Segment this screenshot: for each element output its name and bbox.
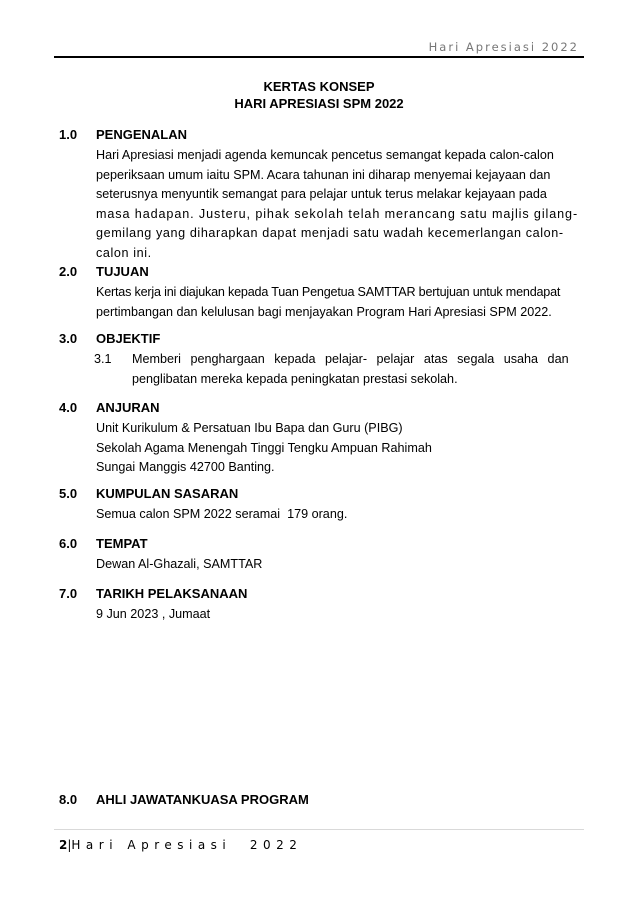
objective-number: 3.1 bbox=[94, 352, 112, 366]
section-number: 7.0 bbox=[59, 586, 78, 601]
doc-title: KERTAS KONSEP bbox=[263, 79, 375, 94]
section-body bbox=[96, 419, 586, 478]
page-footer bbox=[59, 838, 302, 852]
body-line: Kertas kerja ini diajukan kepada Tuan Pengetua SAMTTAR bertujuan untuk mendapat bbox=[96, 285, 561, 299]
section-number: 8.0 bbox=[59, 792, 78, 807]
section-heading: AHLI JAWATANKUASA PROGRAM bbox=[96, 792, 309, 807]
section-heading: TEMPAT bbox=[96, 536, 148, 551]
section-body bbox=[96, 283, 586, 322]
header-rule bbox=[54, 56, 584, 58]
section-heading: ANJURAN bbox=[96, 400, 160, 415]
section-number: 6.0 bbox=[59, 536, 78, 551]
footer-rule bbox=[54, 829, 584, 830]
section-body bbox=[96, 605, 586, 625]
section-heading: TARIKH PELAKSANAAN bbox=[96, 586, 248, 601]
body-line: peperiksaan umum iaitu SPM. Acara tahunan ini diharap menyemai kejayaan dan bbox=[96, 167, 551, 182]
body-line: penglibatan mereka kepada peningkatan prestasi sekolah. bbox=[132, 371, 458, 386]
section-number: 2.0 bbox=[59, 264, 78, 279]
section-number: 5.0 bbox=[59, 486, 78, 501]
body-line: Semua calon SPM 2022 seramai 179 orang. bbox=[96, 507, 348, 521]
footer-separator: | bbox=[67, 838, 72, 852]
body-line: calon ini. bbox=[96, 245, 152, 260]
page-number: 2 bbox=[59, 838, 68, 852]
body-line: Hari Apresiasi menjadi agenda kemuncak pencetus semangat kepada calon-calon bbox=[96, 148, 554, 162]
body-line: Sekolah Agama Menengah Tinggi Tengku Ampuan Rahimah bbox=[96, 440, 432, 455]
section-number: 4.0 bbox=[59, 400, 78, 415]
body-line: Unit Kurikulum & Persatuan Ibu Bapa dan Guru (PIBG) bbox=[96, 421, 403, 435]
body-line: Dewan Al-Ghazali, SAMTTAR bbox=[96, 557, 263, 571]
section-heading: KUMPULAN SASARAN bbox=[96, 486, 239, 501]
body-line: 9 Jun 2023 , Jumaat bbox=[96, 607, 211, 621]
body-line: seterusnya menyuntik semangat para pelajar untuk terus melakar kejayaan pada bbox=[96, 187, 547, 201]
objective-text bbox=[132, 350, 586, 389]
body-line: Sungai Manggis 42700 Banting. bbox=[96, 460, 275, 474]
section-body bbox=[96, 146, 586, 263]
footer-text: Hari Apresiasi 2022 bbox=[71, 838, 303, 852]
body-line: Memberi penghargaan kepada pelajar- pelajar atas segala usaha dan bbox=[132, 352, 569, 366]
section-number: 3.0 bbox=[59, 331, 78, 346]
body-line: pertimbangan dan kelulusan bagi menjayakan Program Hari Apresiasi SPM 2022. bbox=[96, 304, 552, 319]
body-line: gemilang yang diharapkan dapat menjadi satu wadah kecemerlangan calon- bbox=[96, 226, 564, 240]
body-line: masa hadapan. Justeru, pihak sekolah telah merancang satu majlis gilang- bbox=[96, 206, 579, 221]
section-heading: PENGENALAN bbox=[96, 127, 188, 142]
section-heading: TUJUAN bbox=[96, 264, 149, 279]
doc-subtitle: HARI APRESIASI SPM 2022 bbox=[234, 96, 404, 111]
section-body bbox=[96, 505, 586, 525]
running-header: Hari Apresiasi 2022 bbox=[428, 40, 579, 54]
section-body bbox=[96, 555, 586, 575]
section-number: 1.0 bbox=[59, 127, 78, 142]
section-heading: OBJEKTIF bbox=[96, 331, 161, 346]
